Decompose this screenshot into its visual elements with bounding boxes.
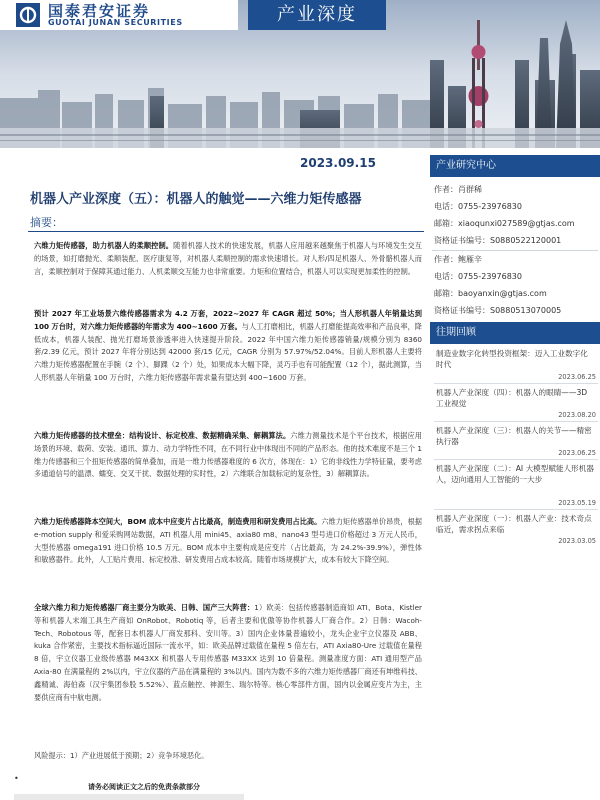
brand-name-cn: 国泰君安证券 [48,2,151,20]
previous-report-date: 2023.06.25 [558,449,596,457]
paragraph-body: 与人工打磨相比，机器人打磨能提高效率和产品良率，降低成本，机器人装配、抛光打磨场景渗透率进入快速提升阶段。2022 年中国六维力矩传感器销量/规模分别为 8360 套/2.39 亿元，预计 2027 年将分别达到 42000 套/15 亿元，CAGR 分别为 57.97%/52.04%。目前人形机器人主要将六维力矩传感器配置在手腕（2 个）、脚踝（2 个）处，如果成本大幅下降，灵巧手也有可能配置（12 个），据此测算，当人形机器人年销量 100 万台时，六维力矩传感器年需求量有望达到 400~1600 万套。 [34,321,422,382]
paragraph-lead: 全球六维力和力矩传感器厂商主要分为欧美、日韩、国产三大阵营： [34,603,255,612]
analyst-cert: 资格证书编号：S0880522120001 [434,236,562,245]
guotai-junan-logo-icon [16,3,40,27]
risk-warning: 风险提示：1）产业进展低于预期；2）竞争环境恶化。 [34,751,209,760]
previous-report-divider [434,383,598,384]
analyst-phone: 电话：0755-23976830 [434,202,522,211]
paragraph-body: 1）欧美：包括传感器制造商如 ATI、Bota、Kistler 等和机器人末端工具生产商如 OnRobot、Robotiq 等，后者主要和优傲等协作机器人厂商合作。2）日韩：Wacoh-Tech、Robotous 等，配套日本机器人厂商发那科、安川等。3）国内企业体量普遍较小，龙头企业宇立仪器及 ABB、kuka 合作紧密，主要技术指标逼近国际一流水平，如：欧美品牌过载值在量程 5 倍左右，ATI Axia80-Ure 过载值在量程 8 倍，宇立仪器工业级传感器 M43XX 和机器人专用传感器 M33XX 达到 10 倍量程。测量准度方面：ATI 通用型产品 Axia-80 在满量程的 2%以内，宇立仪器的产品在满量程的 3%以内。国内为数不多的六维力矩传感器厂商还有坤维科技、鑫精诚、海伯森（汉宇集团参股 5.52%）、蓝点触控、神源生、瑞尔特等。核心零部件方面，国内以金属应变片为主，主要供应商有中航电测。 [34,603,422,702]
summary-paragraph [34,430,422,481]
header-banner [0,0,600,148]
paragraph-body: 六维力测量技术是个平台技术，根据应用场景的环境、载荷、安装、通讯、算力、动力学特性不同，在不同行业中体现出不同的产品形态。他的技术难度不是三个 1 维力传感器和三个扭矩传感器的简单叠加，而是一维力传感器难度的 6 次方，体现在：1）它的非线性力学特征量，要考虑多通道信号的温漂、蠕变、交叉干扰、数据处理的实时性，2）六维联合加载标定的复杂性，3）解耦算法。 [34,431,422,479]
previous-report-link[interactable]: 制造业数字化转型投资框架：迈入工业数字化时代 [436,349,588,369]
analyst-name: 作者：鲍雁辛 [434,255,482,264]
paragraph-body: 随着机器人技术的快速发展，机器人应用越来越聚焦于机器人与环境发生交互的场景，如打磨抛光、柔顺装配、医疗康复等，对机器人柔顺控制的需求快速增长。对人形/四足机器人、外骨骼机器人而言，柔顺控制对于保障其通过能力、人机柔顺交互能力也非常重要。力矩和位置结合，机器人可以实现更加柔性的控制。 [34,241,422,276]
brand-logo [0,0,238,30]
disclaimer-text: 请务必阅读正文之后的免责条款部分 [88,783,200,791]
summary-paragraph [34,602,422,704]
research-center-header: 产业研究中心 [430,155,600,177]
analyst-email-link[interactable]: 邮箱：baoyanxin@gtjas.com [434,289,547,298]
paragraph-body: 六维力矩传感器单价昂贵，根据 e-motion supply 和爱采购网站数据，ATI 机器人用 mini45、axia80 m8、nano43 型号进口价格超过 3 万元人民币，大型传感器 omega191 进口价格 10.5 万元。BOM 成本中主要构成是应变片（占比最高，为 24.2%-39.9%），弹性体和敏感器件。此外，人工贴片费用、标定校准、研发费用占成本较高。随着市场规模扩大，成本有较大下降空间。 [34,517,422,565]
footer-bullet: • [14,774,19,783]
footer-strip [14,794,244,800]
abstract-heading: 摘要： [30,216,63,229]
previous-report-date: 2023.03.05 [558,537,596,545]
previous-report-divider [434,459,598,460]
previous-report-date: 2023.06.25 [558,373,596,381]
paragraph-lead: 六维力矩传感器的技术壁垒：结构设计、标定校准、数据精确采集、解耦算法。 [34,431,291,440]
previous-report-link[interactable]: 机器人产业深度（二）：AI 大模型赋能人形机器人，迈向通用人工智能的一大步 [436,464,594,484]
previous-report-link[interactable]: 机器人产业深度（三）：机器人的关节——精密执行器 [436,426,592,446]
previous-report-date: 2023.08.20 [558,411,596,419]
previous-report-divider [434,421,598,422]
report-type-badge: 产业深度 [248,0,386,30]
summary-paragraph [34,240,422,278]
paragraph-lead: 六维力矩传感器，助力机器人的柔顺控制。 [34,241,174,250]
report-date: 2023.09.15 [300,156,376,170]
analyst-email-link[interactable]: 邮箱：xiaoqunxi027589@gtjas.com [434,219,575,228]
summary-paragraph [34,308,422,385]
brand-name-en: GUOTAI JUNAN SECURITIES [48,18,183,27]
paragraph-lead: 六维力矩传感器降本空间大，BOM 成本中应变片占比最高，制造费用和研发费用占比高。 [34,517,322,526]
abstract-divider [28,231,424,232]
analyst-phone: 电话：0755-23976830 [434,272,522,281]
previous-report-date: 2023.05.19 [558,499,596,507]
analyst-cert: 资格证书编号：S0880513070005 [434,306,562,315]
previous-reports-header: 往期回顾 [430,322,600,344]
paragraph-lead: 预计 2027 年工业场景六维传感器需求为 4.2 万套，2022~2027 年 CAGR 超过 50%；当人形机器人年销量达到 100 万台时，对六维力矩传感器的年需求为 400~1600 万套。 [34,309,422,331]
summary-paragraph [34,516,422,567]
previous-report-link[interactable]: 机器人产业深度（一）：机器人产业：技术奇点临近，需求拐点来临 [436,514,592,534]
analyst-name: 作者：肖群稀 [434,185,482,194]
previous-report-link[interactable]: 机器人产业深度（四）：机器人的眼睛——3D 工业视觉 [436,388,588,408]
previous-report-divider [434,509,598,510]
analyst-divider [432,250,598,251]
report-title: 机器人产业深度（五）：机器人的触觉——六维力矩传感器 [30,192,362,207]
